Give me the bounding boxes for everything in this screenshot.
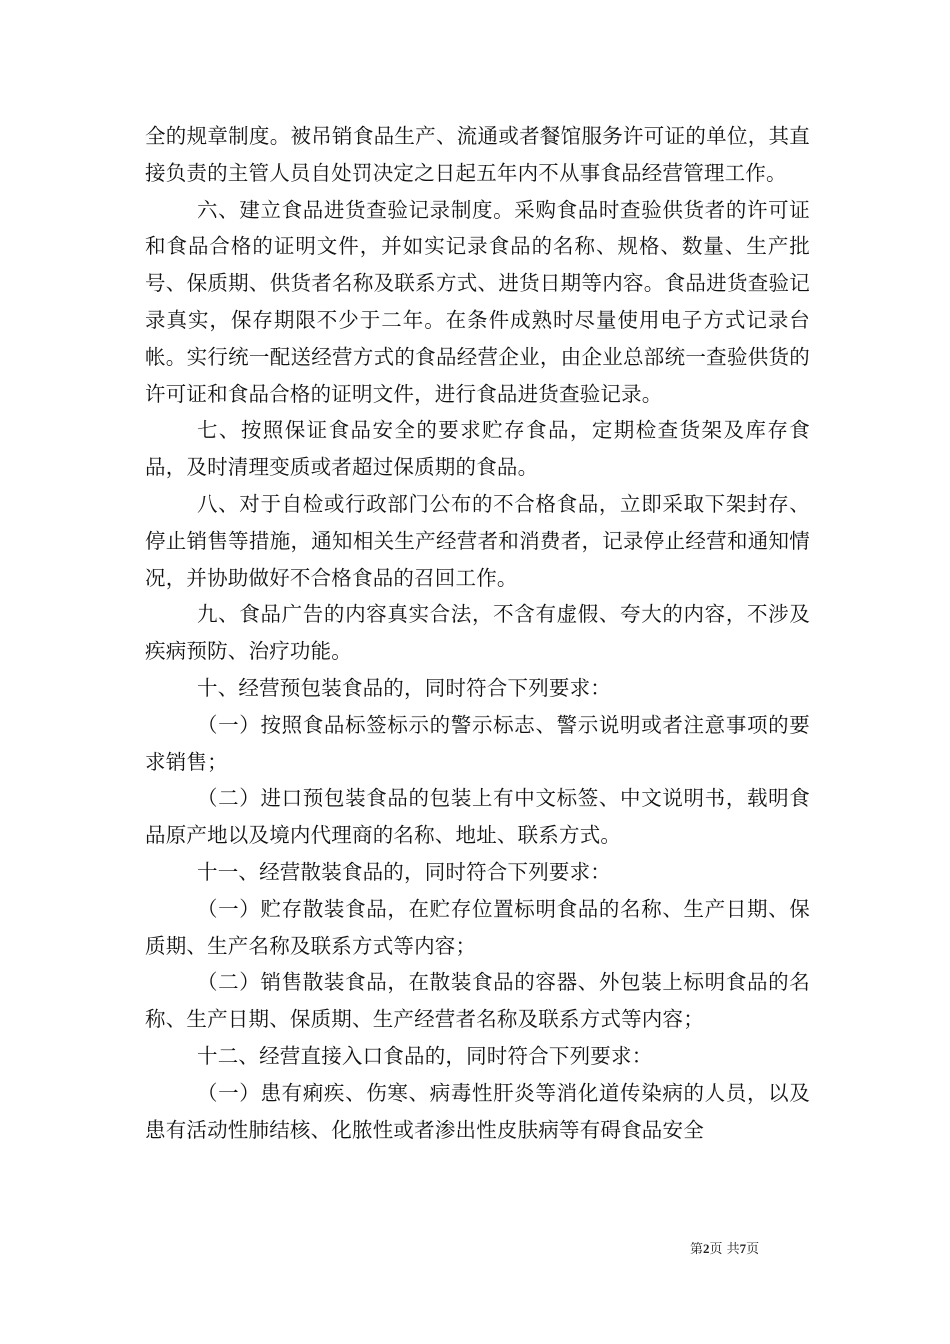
paragraph-item-12: 十二、经营直接入口食品的，同时符合下列要求： [197,1043,653,1068]
footer-suffix: 页 [746,1242,760,1257]
footer-prefix: 第 [690,1242,704,1257]
paragraph-item-7: 七、按照保证食品安全的要求贮存食品，定期检查货架及库存食品，及时清理变质或者超过保质期的食品。 [145,418,810,480]
paragraph-item-6: 六、建立食品进货查验记录制度。采购食品时查验供货者的许可证和食品合格的证明文件，并如实记录食品的名称、规格、数量、生产批号、保质期、供货者名称及联系方式、进货日期等内容。食品进货查验记录真实，保存期限不少于二年。在条件成熟时尽量使用电子方式记录台帐。实行统一配送经营方式的食品经营企业，由企业总部统一查验供货的许可证和食品合格的证明文件，进行食品进货查验记录。 [145,197,810,406]
paragraph-continuation: 全的规章制度。被吊销食品生产、流通或者餐馆服务许可证的单位，其直接负责的主管人员自处罚决定之日起五年内不从事食品经营管理工作。 [145,124,810,185]
current-page-number: 2 [703,1241,710,1256]
paragraph-item-10: 十、经营预包装食品的，同时符合下列要求： [197,675,611,700]
total-pages-number: 7 [739,1241,747,1256]
document-body [145,118,810,1148]
paragraph-item-10-sub-2: （二）进口预包装食品的包装上有中文标签、中文说明书，载明食品原产地以及境内代理商的名称、地址、联系方式。 [145,786,810,848]
paragraph-item-9: 九、食品广告的内容真实合法，不含有虚假、夸大的内容，不涉及疾病预防、治疗功能。 [145,602,810,664]
paragraph-item-8: 八、对于自检或行政部门公布的不合格食品，立即采取下架封存、停止销售等措施，通知相关生产经营者和消费者，记录停止经营和通知情况，并协助做好不合格食品的召回工作。 [145,491,810,590]
footer-middle: 页 共 [709,1242,740,1257]
page-number-footer [690,1240,820,1259]
paragraph-item-11-sub-2: （二）销售散装食品，在散装食品的容器、外包装上标明食品的名称、生产日期、保质期、生产经营者名称及联系方式等内容； [145,970,810,1032]
paragraph-item-11-sub-1: （一）贮存散装食品，在贮存位置标明食品的名称、生产日期、保质期、生产名称及联系方式等内容； [145,896,810,958]
paragraph-item-12-sub-1: （一）患有痢疾、伤寒、病毒性肝炎等消化道传染病的人员，以及患有活动性肺结核、化脓性或者渗出性皮肤病等有碍食品安全 [145,1080,810,1142]
paragraph-item-10-sub-1: （一）按照食品标签标示的警示标志、警示说明或者注意事项的要求销售； [145,712,810,774]
paragraph-item-11: 十一、经营散装食品的，同时符合下列要求： [197,859,611,884]
